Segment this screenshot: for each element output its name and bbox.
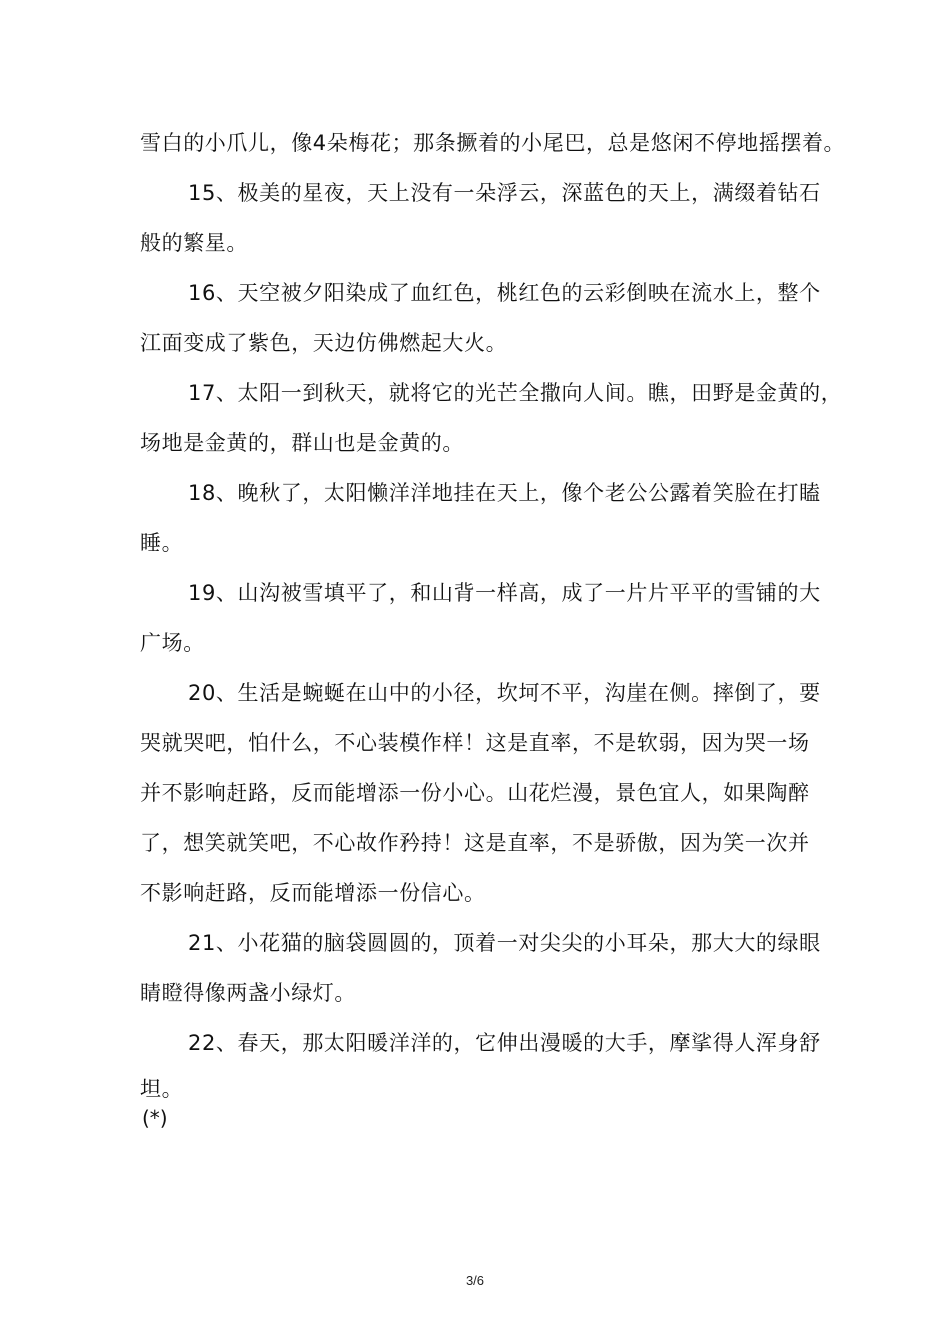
text-line-item-21: 21、小花猫的脑袋圆圆的，顶着一对尖尖的小耳朵，那大大的绿眼 — [188, 931, 821, 955]
text-line-item-15: 15、极美的星夜，天上没有一朵浮云，深蓝色的天上，满缀着钻石 — [188, 181, 821, 205]
text-line-item-18: 18、晚秋了，太阳懒洋洋地挂在天上，像个老公公露着笑脸在打瞌 — [188, 481, 821, 505]
text-line-item-20: 20、生活是蜿蜒在山中的小径，坎坷不平，沟崖在侧。摔倒了，要 — [188, 681, 821, 705]
text-line: 不影响赶路，反而能增添一份信心。 — [140, 881, 486, 905]
text-line: 哭就哭吧，怕什么，不心装模作样！这是直率，不是软弱，因为哭一场 — [140, 731, 810, 755]
page-number: 3/6 — [465, 1273, 485, 1288]
text-line: 般的繁星。 — [140, 231, 248, 255]
text-line: 并不影响赶路，反而能增添一份小心。山花烂漫，景色宜人，如果陶醉 — [140, 781, 810, 805]
text-line: 睡。 — [140, 531, 184, 555]
text-line-item-17: 17、太阳一到秋天，就将它的光芒全撒向人间。瞧，田野是金黄的， — [188, 381, 843, 405]
text-line-item-19: 19、山沟被雪填平了，和山背一样高，成了一片片平平的雪铺的大 — [188, 581, 821, 605]
text-line: 雪白的小爪儿，像4朵梅花；那条撅着的小尾巴，总是悠闲不停地摇摆着。 — [140, 131, 846, 155]
text-line-item-16: 16、天空被夕阳染成了血红色，桃红色的云彩倒映在流水上，整个 — [188, 281, 821, 305]
footnote-marker: (*) — [142, 1106, 168, 1130]
text-line: 坦。 — [140, 1077, 184, 1101]
text-line: 睛瞪得像两盏小绿灯。 — [140, 981, 356, 1005]
text-line: 广场。 — [140, 631, 205, 655]
text-line: 场地是金黄的，群山也是金黄的。 — [140, 431, 464, 455]
text-line: 了，想笑就笑吧，不心故作矜持！这是直率，不是骄傲，因为笑一次并 — [140, 831, 810, 855]
text-line: 江面变成了紫色，天边仿佛燃起大火。 — [140, 331, 508, 355]
text-line-item-22: 22、春天，那太阳暖洋洋的，它伸出漫暖的大手，摩挲得人浑身舒 — [188, 1031, 821, 1055]
